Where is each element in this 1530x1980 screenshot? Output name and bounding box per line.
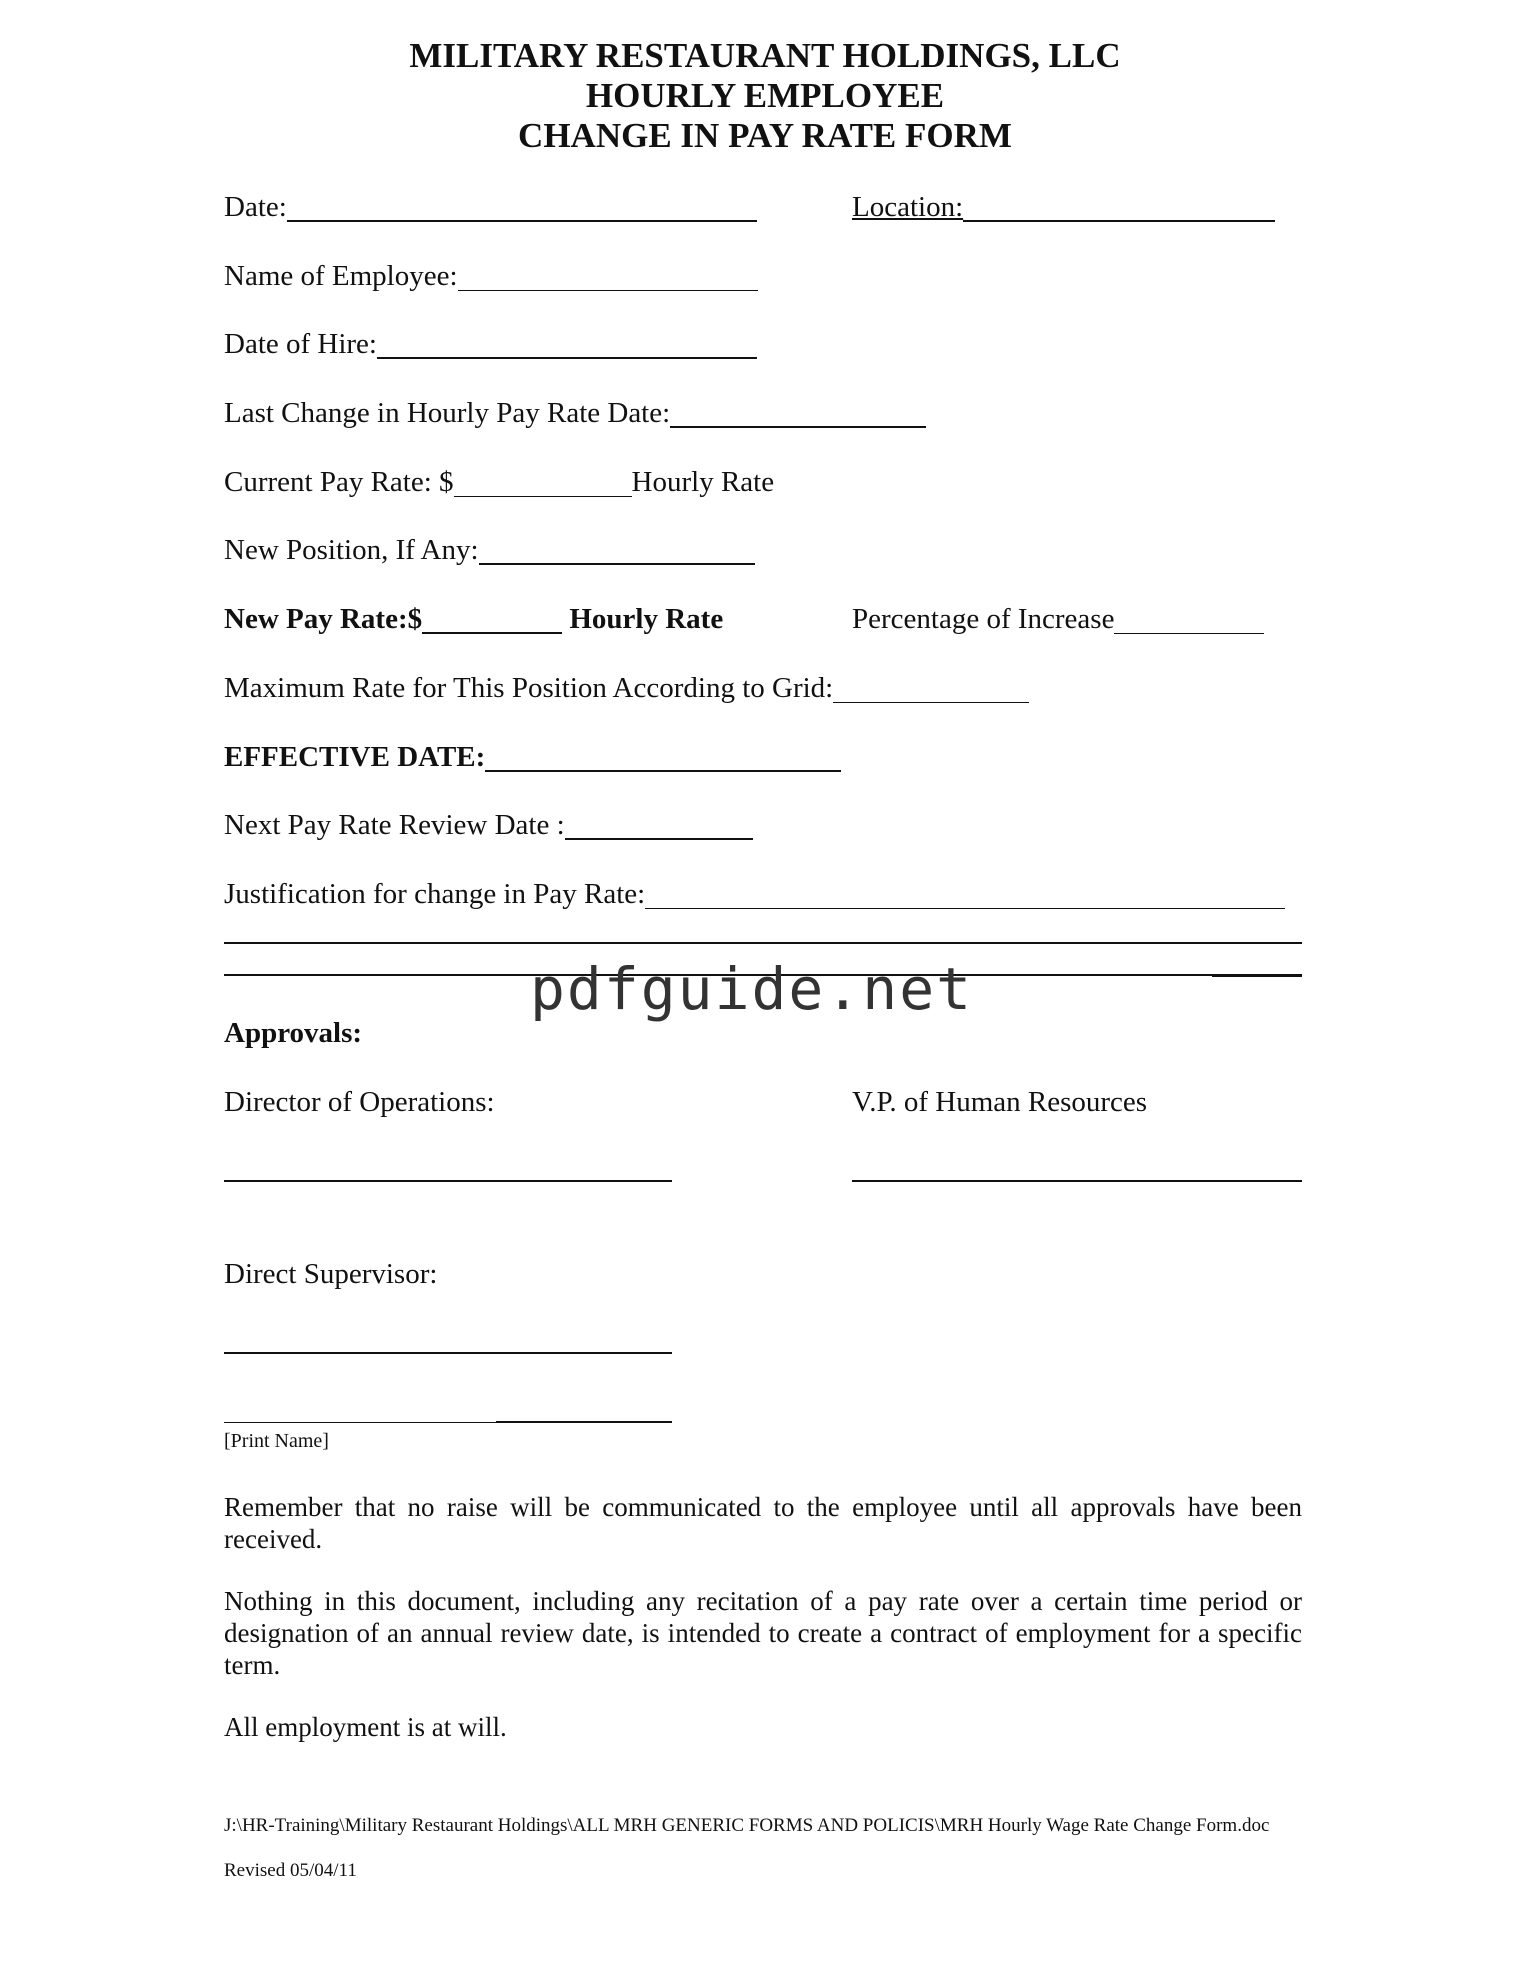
director-operations-signature-line[interactable] bbox=[224, 1180, 672, 1182]
footer-revised: Revised 05/04/11 bbox=[224, 1860, 357, 1881]
percentage-increase-field bbox=[852, 602, 1264, 636]
at-will-note: All employment is at will. bbox=[224, 1712, 507, 1742]
current-pay-rate-suffix: Hourly Rate bbox=[631, 466, 775, 498]
new-pay-rate-field bbox=[224, 602, 723, 636]
current-pay-rate-field bbox=[224, 465, 774, 499]
percentage-increase-input-line[interactable] bbox=[1114, 607, 1264, 634]
effective-date-input-line[interactable] bbox=[485, 744, 841, 772]
effective-date-label: EFFECTIVE DATE: bbox=[224, 741, 486, 773]
new-position-field bbox=[224, 533, 755, 567]
employee-name-field bbox=[224, 259, 758, 293]
current-pay-rate-label: Current Pay Rate: $ bbox=[224, 466, 454, 498]
print-name-line-tail[interactable] bbox=[496, 1421, 672, 1423]
location-field bbox=[852, 190, 1275, 224]
last-change-field bbox=[224, 396, 926, 430]
location-label: Location: bbox=[852, 191, 964, 223]
vp-hr-signature-line[interactable] bbox=[852, 1180, 1302, 1182]
date-of-hire-input-line[interactable] bbox=[377, 331, 757, 359]
print-name-caption: [Print Name] bbox=[224, 1430, 329, 1452]
justification-label: Justification for change in Pay Rate: bbox=[224, 878, 646, 910]
effective-date-field bbox=[224, 740, 841, 774]
new-pay-rate-input-line[interactable] bbox=[422, 606, 562, 634]
last-change-input-line[interactable] bbox=[670, 400, 926, 428]
director-operations-label: Director of Operations: bbox=[224, 1086, 495, 1118]
location-input-line[interactable] bbox=[963, 194, 1275, 222]
next-review-label: Next Pay Rate Review Date : bbox=[224, 809, 565, 841]
direct-supervisor-label: Direct Supervisor: bbox=[224, 1258, 438, 1290]
new-position-input-line[interactable] bbox=[479, 537, 755, 565]
reminder-note: Remember that no raise will be communicated to the employee until all approvals have been received. bbox=[224, 1492, 1302, 1554]
employee-name-label: Name of Employee: bbox=[224, 260, 458, 292]
vp-hr-label: V.P. of Human Resources bbox=[852, 1086, 1148, 1118]
next-review-field bbox=[224, 808, 753, 842]
approvals-heading: Approvals: bbox=[224, 1017, 363, 1049]
employee-name-input-line[interactable] bbox=[458, 264, 758, 291]
percentage-increase-label: Percentage of Increase bbox=[852, 603, 1115, 635]
justification-line-tail bbox=[1212, 974, 1302, 977]
justification-input-line[interactable] bbox=[645, 882, 1285, 909]
date-of-hire-label: Date of Hire: bbox=[224, 328, 377, 360]
company-name: MILITARY RESTAURANT HOLDINGS, LLC bbox=[409, 36, 1121, 75]
new-pay-rate-suffix: Hourly Rate bbox=[569, 603, 724, 635]
watermark: pdfguide.net bbox=[530, 955, 974, 1023]
print-name-line[interactable] bbox=[224, 1422, 496, 1423]
date-of-hire-field bbox=[224, 327, 757, 361]
date-field bbox=[224, 190, 757, 224]
new-position-label: New Position, If Any: bbox=[224, 534, 479, 566]
maximum-rate-field bbox=[224, 671, 1029, 705]
maximum-rate-input-line[interactable] bbox=[833, 676, 1029, 703]
last-change-label: Last Change in Hourly Pay Rate Date: bbox=[224, 397, 671, 429]
date-label: Date: bbox=[224, 191, 287, 223]
form-title: CHANGE IN PAY RATE FORM bbox=[518, 116, 1012, 155]
justification-line-2[interactable] bbox=[224, 942, 1302, 944]
footer-path: J:\HR-Training\Military Restaurant Holdings\ALL MRH GENERIC FORMS AND POLICIS\MRH Hourly Wage Rate Change Form.doc bbox=[224, 1815, 1270, 1836]
new-pay-rate-label: New Pay Rate:$ bbox=[224, 603, 423, 635]
date-input-line[interactable] bbox=[287, 194, 757, 222]
disclaimer-note: Nothing in this document, including any recitation of a pay rate over a certain time period or designation of an annual review date, is intended to create a contract of employment for a specific term. bbox=[224, 1586, 1302, 1680]
form-subtitle: HOURLY EMPLOYEE bbox=[585, 76, 945, 115]
justification-field bbox=[224, 877, 1285, 911]
current-pay-rate-input-line[interactable] bbox=[454, 470, 632, 497]
direct-supervisor-signature-line[interactable] bbox=[224, 1352, 672, 1354]
next-review-input-line[interactable] bbox=[565, 812, 753, 840]
maximum-rate-label: Maximum Rate for This Position According to Grid: bbox=[224, 672, 834, 704]
